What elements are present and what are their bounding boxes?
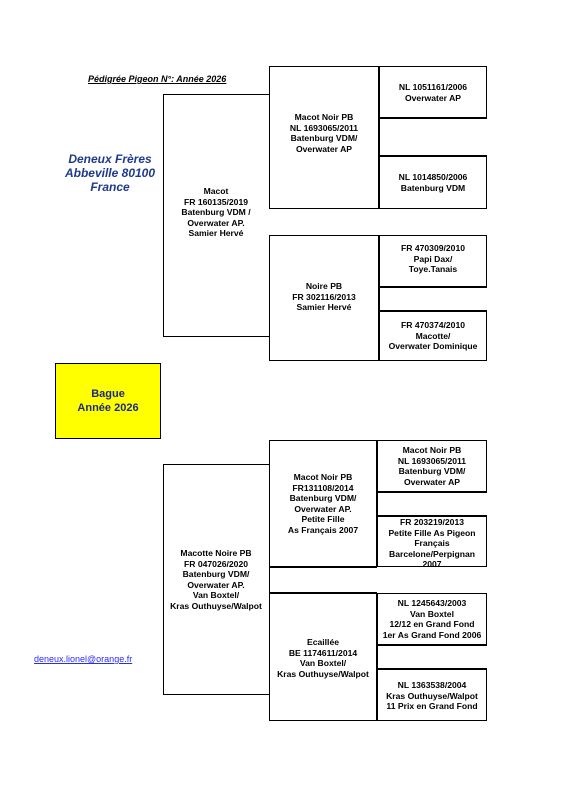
dam-sire-text: Macot Noir PB FR131108/2014 Batenburg VDM/ Overwater AP. Petite Fille As Français 2007 <box>287 472 359 535</box>
ring-label: Bague <box>91 388 125 400</box>
pedigree-header: Pédigrée Pigeon N°: Année 2026 <box>88 74 227 84</box>
breeder-city: Abbeville 80100 <box>64 166 156 180</box>
dd-sire-text: NL 1245643/2003 Van Boxtel 12/12 en Grand Fond 1er As Grand Fond 2006 <box>382 598 482 640</box>
breeder-country: France <box>90 180 130 194</box>
dam-connector <box>269 567 377 593</box>
ss-dam-text: NL 1014850/2006 Batenburg VDM <box>398 172 468 193</box>
sd-dam-text: FR 470374/2010 Macotte/ Overwater Dominique <box>388 320 478 352</box>
ds-dam-text: FR 203219/2013 Petite Fille As Pigeon Français Barcelone/Perpignan 2007 <box>388 517 476 570</box>
dd-connector <box>377 645 487 669</box>
ds-connector <box>377 492 487 516</box>
sire-dam-text: Noire PB FR 302116/2013 Samier Hervé <box>292 281 356 313</box>
ds-sire-text: Macot Noir PB NL 1693065/2011 Batenburg VDM/ Overwater AP <box>397 445 467 487</box>
breeder-name: Deneux Frères <box>68 152 152 166</box>
dam-dam-text: Ecaillée BE 1174611/2014 Van Boxtel/ Kras Outhuyse/Walpot <box>277 637 369 679</box>
email-link[interactable]: deneux.lionel@orange.fr <box>34 654 133 664</box>
dam-text: Macotte Noire PB FR 047026/2020 Batenburg VDM/ Overwater AP. Van Boxtel/ Kras Outhuyse/Walpot <box>170 548 262 611</box>
sire-sire-text: Macot Noir PB NL 1693065/2011 Batenburg VDM/ Overwater AP <box>289 112 359 154</box>
dd-dam-text: NL 1363538/2004 Kras Outhuyse/Walpot 11 Prix en Grand Fond <box>386 680 478 712</box>
sd-connector <box>379 287 487 311</box>
breeder-block <box>55 152 165 194</box>
sire-text: Macot FR 160135/2019 Batenburg VDM / Overwater AP. Samier Hervé <box>181 186 251 239</box>
ss-connector <box>379 118 487 156</box>
ring-box <box>55 363 161 439</box>
ss-sire-text: NL 1051161/2006 Overwater AP <box>398 82 468 103</box>
sd-sire-text: FR 470309/2010 Papi Dax/ Toye.Tanais <box>400 243 466 275</box>
ring-year: Année 2026 <box>77 402 139 414</box>
